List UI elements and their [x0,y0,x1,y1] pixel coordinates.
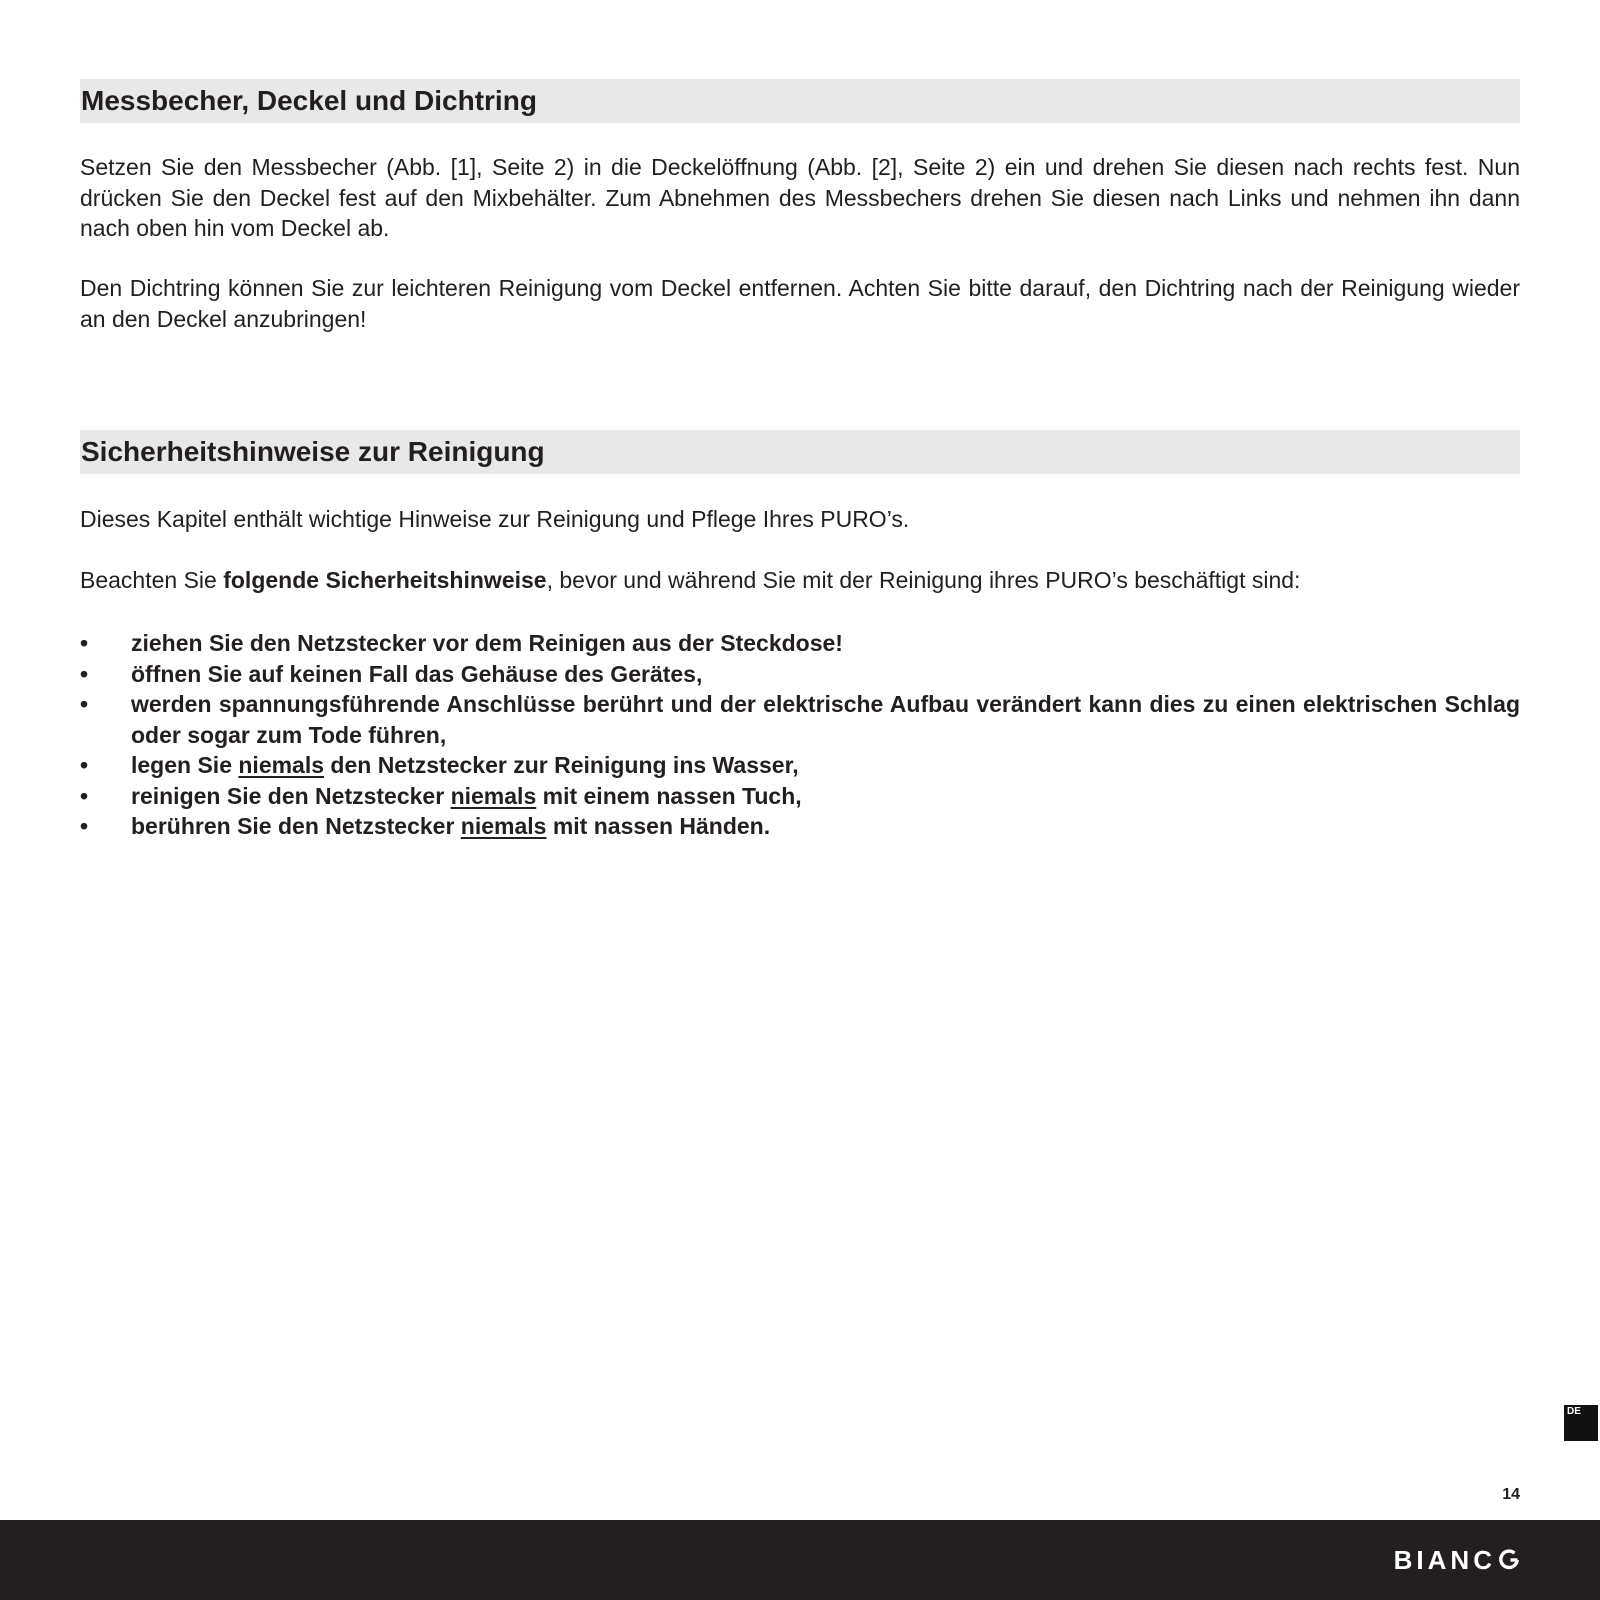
bianco-logo-o-icon [1498,1549,1520,1571]
page-number: 14 [1502,1486,1520,1503]
paragraph-chapter-intro: Dieses Kapitel enthält wichtige Hinweise zur Reinigung und Pflege Ihres PURO’s. [80,506,910,532]
list-item-text: berühren Sie den Netzstecker [131,813,461,839]
safety-bullet-list [80,628,1520,842]
safety-lead-text: Beachten Sie [80,567,224,593]
bullet-icon: • [80,782,89,809]
list-item [80,750,1520,781]
list-item [80,811,1520,842]
bullet-icon: • [80,630,89,656]
section-heading-cleaning-safety: Sicherheitshinweise zur Reinigung [80,430,1520,474]
list-item [80,628,1520,659]
bullet-icon: • [80,813,89,839]
emphasis-underline: niemals [450,782,537,809]
paragraph-sealing-ring: Den Dichtring können Sie zur leichteren Reinigung vom Deckel entfernen. Achten Sie bitte darauf, den Dichtring nach der Reinigung wieder an den Deckel anzubringen! [80,275,1520,332]
language-tab: DE [1564,1405,1598,1441]
brand-logo [1394,1540,1520,1580]
paragraph-measuring-cup: Setzen Sie den Messbecher (Abb. [1], Seite 2) in die Deckelöffnung (Abb. [2], Seite 2) ein und drehen Sie diesen nach rechts fest. Nun drücken Sie den Deckel fest auf den Mixbehälter. Zum Abnehmen des Messbechers drehen Sie diesen nach Links und nehmen ihn dann nach oben hin vom Deckel ab. [80,154,1520,241]
list-item-text: den Netzstecker zur Reinigung ins Wasser, [324,752,799,778]
list-item-text: werden spannungsführende Anschlüsse berührt und der elektrische Aufbau verändert kann dies zu einen elektrischen Schlag oder sogar zum Tode führen, [131,691,1520,748]
list-item-text: legen Sie [131,752,239,778]
safety-lead-rest: , bevor und während Sie mit der Reinigung ihres PURO’s beschäftigt sind: [546,567,1301,593]
list-item [80,659,1520,690]
section-heading-measuring-cup: Messbecher, Deckel und Dichtring [80,79,1520,123]
footer-bar [0,1520,1600,1600]
list-item-text: mit einem nassen Tuch, [536,782,802,809]
list-item [80,781,1520,812]
safety-lead-bold: folgende Sicherheitshinweise [223,567,547,593]
bullet-icon: • [80,660,89,687]
list-item [80,689,1520,750]
list-item-text: ziehen Sie den Netzstecker vor dem Reinigen aus der Steckdose! [131,630,843,656]
list-item-text: öffnen Sie auf keinen Fall das Gehäuse des Gerätes, [131,660,703,687]
list-item-text: mit nassen Händen. [546,813,771,839]
emphasis-underline: niemals [238,752,325,778]
list-item-text: reinigen Sie den Netzstecker [131,782,451,809]
brand-wordmark: BIANC [1393,1544,1496,1575]
bullet-icon: • [80,752,89,778]
paragraph-safety-lead [80,565,1520,596]
emphasis-underline: niemals [460,813,547,839]
bullet-icon: • [80,691,89,717]
